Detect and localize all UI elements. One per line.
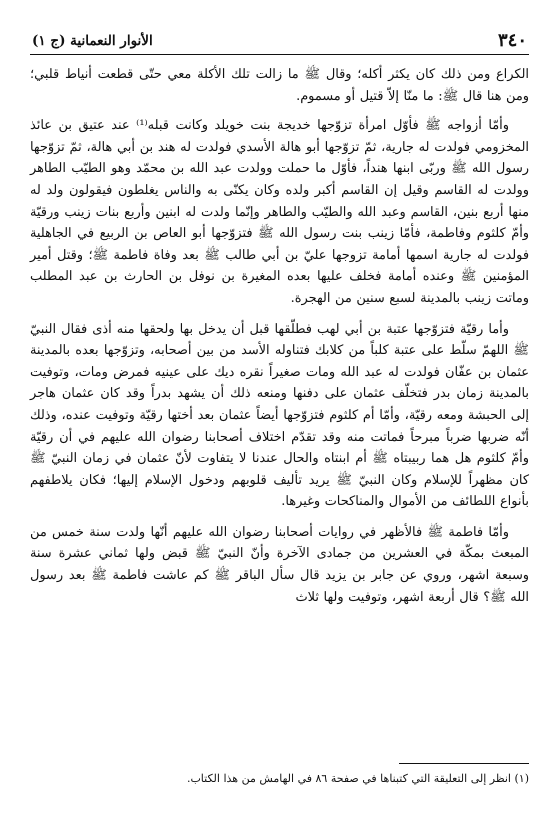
page-number: ٣٤٠ (497, 30, 527, 51)
page-header (30, 26, 529, 55)
paragraph-1: الكراع ومن ذلك كان يكثر أكله؛ وقال ﷺ ما زالت تلك الأكلة معي حتّى قطعت أنياط قلبي؛ ومن هنا قال ﷺ: ما منّا إلاّ قتيل أو مسموم. (30, 67, 529, 104)
paragraph-2: وأمّا أزواجه ﷺ فأوّل امرأة تزوّجها خديجة بنت خويلد وكانت قبله⁽¹⁾ عند عتيق بن عائذ المخزومي فولدت له جارية، ثمّ تزوّجها أبو هالة الأسدي فولدت له هند بن أبي هالة، ثمّ تزوّجها رسول الله ﷺ وربّى ابنها هنداً، فأوّل ما حملت وولدت عبد الله بن محمّد وهو الطيّب الطاهر وولدت له القاسم وقيل إن القاسم أكبر ولده وكان يكنّى به والناس يغلطون فيقولون ولد له منها أربع بنين، القاسم وعبد الله والطيّب والطاهر وإنّما ولدت له ابنين وأربع بنات زينب ورقيّة وأمّ كلثوم وفاطمة، فأمّا زينب بنت رسول الله ﷺ فتزوّجها أبو العاص بن الربيع في الجاهلية فولدت له جارية اسمها أمامة تزوجها عليّ بن أبي طالب ﷺ بعد وفاة فاطمة ﷺ؛ وقتل أمير المؤمنين ﷺ وعنده أمامة فخلف عليها بعده المغيرة بن نوفل بن الحارث بن عبد المطلب وماتت زينب بالمدينة لسبع سنين من الهجرة. (30, 118, 529, 306)
footnote: (١) انظر إلى التعليقة التي كتبناها في صفحة ٨٦ في الهامش من هذا الكتاب. (186, 772, 529, 785)
book-page (30, 26, 529, 806)
paragraph-4: وأمّا فاطمة ﷺ فالأظهر في روايات أصحابنا رضوان الله عليهم أنّها ولدت سنة خمس من المبعث بمكّة في العشرين من جمادى الآخرة وأنّ النبيّ ﷺ قبض ولها ثماني عشرة سنة وسبعة اشهر، وروي عن جابر بن يزيد قال سأل الباقر ﷺ كم عاشت فاطمة ﷺ بعد رسول الله ﷺ؟ قال أربعة اشهر، وتوفيت ولها ثلاث (30, 524, 529, 605)
running-title: الأنوار النعمانية (ج ١) (32, 33, 153, 49)
footnote-divider (399, 763, 529, 764)
paragraph-3: وأما رقيّة فتزوّجها عتبة بن أبي لهب فطلّقها قبل أن يدخل بها ولحقها منه أذى فقال النبيّ ﷺ اللهمّ سلّط على عتبة كلباً من كلابك فتناوله الأسد من بين أصحابه، وتزوّجها بعده بالمدينة عثمان بن عفّان فولدت له عبد الله ومات صغيراً نقره ديك على عينيه فمرض ومات، وتوفيت بالمدينة زمان بدر فتخلّف عثمان على دفنها ومنعه ذلك أن يشهد بدراً وقد كان عثمان هاجر إلى الحبشة ومعه رقيّة، وأمّا أم كلثوم فتزوّجها أيضاً عثمان بعد أختها رقيّة وتوفيت عنده، وذلك أنّه ضربها ضرباً مبرحاً فماتت منه وقد تقدّم اختلاف أصحابنا رضوان الله عليهم في أن رقيّة وأمّ كلثوم هل هما ربيبتاه ﷺ أم ابنتاه والحال عندنا لا يتفاوت لأنّ عثمان في زمان النبيّ ﷺ كان مظهراً للإسلام وكان النبيّ ﷺ يريد تأليف قلوبهم ودخول الإسلام إليها؛ فكان يلاطفهم بأنواع اللطائف من الأموال والمناكحات وغيرها. (30, 321, 529, 510)
page-body (30, 64, 529, 608)
